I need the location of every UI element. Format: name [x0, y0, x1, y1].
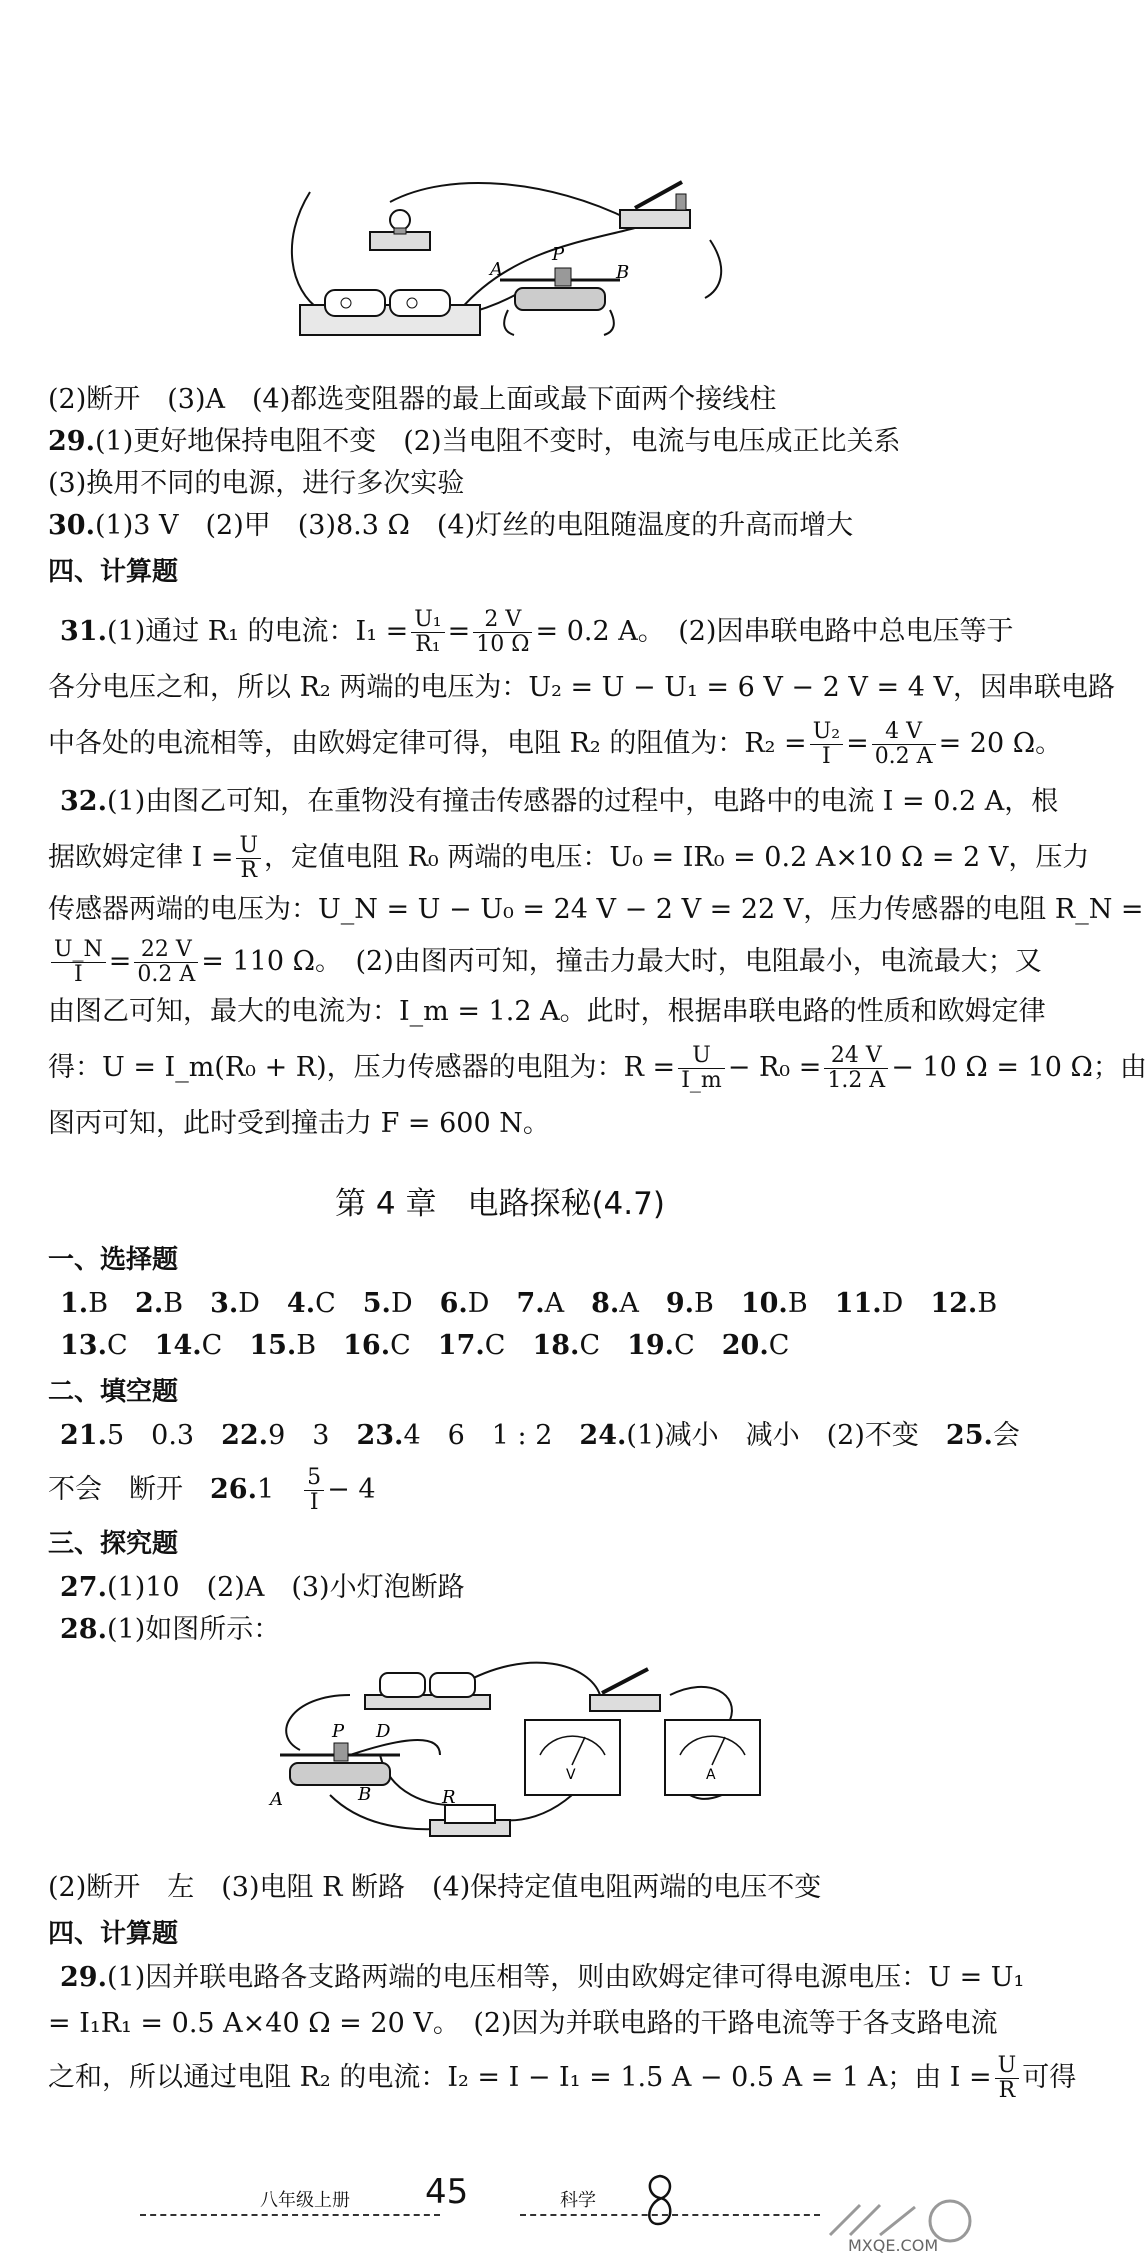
mc-answer: D	[467, 1288, 490, 1319]
rheostat-icon	[488, 244, 629, 335]
bulb-icon	[370, 210, 430, 250]
fraction: $\frac{22 V}{0.2 A}$	[134, 938, 198, 987]
resistor-icon	[430, 1787, 510, 1836]
mc-answer: C	[201, 1330, 223, 1361]
q32-line1: 32.(1)由图乙可知，在重物没有撞击传感器的过程中，电路中的电流 I = 0.2 A，根	[60, 786, 1059, 817]
q28-line1: 28.(1)如图所示：	[60, 1614, 281, 1645]
mc-number: 15.	[249, 1330, 297, 1361]
mc-number: 11.	[834, 1288, 882, 1319]
mc-number: 4.	[286, 1288, 316, 1319]
fill-line2: 不会 断开 26.1 $\frac{5}{I}$ − 4	[48, 1465, 376, 1515]
mc-number: 5.	[362, 1288, 391, 1319]
q31-line3: 中各处的电流相等，由欧姆定律可得，电阻 R₂ 的阻值为：R₂ = $\frac{\text{U₂}}{I}$ = $\frac{4 V}{0.2 A}$ = 20 Ω。	[48, 719, 1063, 769]
q29-line3: 之和，所以通过电阻 R₂ 的电流：I₂ = I − I₁ = 1.5 A − 0.5 A = 1 A；由 I = $\frac{U}{R}$ 可得	[48, 2053, 1077, 2103]
page-number: 45	[425, 2172, 469, 2212]
section-heading-choice: 一、选择题	[48, 1245, 179, 1275]
q32-line2: 据欧姆定律 I = $\frac{U}{R}$ ，定值电阻 R₀ 两端的电压：U₀ = IR₀ = 0.2 A×10 Ω = 2 V，压力	[48, 833, 1090, 883]
mc-answer: D	[238, 1288, 260, 1319]
fraction: $\frac{U}{R}$	[995, 2054, 1020, 2103]
fraction: $\frac{\text{U₁}}{\text{R₁}}$	[411, 608, 444, 657]
mc-answer: A	[544, 1288, 565, 1319]
footer-subject: 科学	[560, 2190, 596, 2211]
label-a: A	[490, 259, 503, 280]
mc-number: 18.	[532, 1330, 580, 1361]
mc-answer: D	[881, 1288, 904, 1319]
ammeter-label: A	[706, 1767, 716, 1783]
mc-number: 16.	[343, 1330, 391, 1361]
mc-number: 2.	[135, 1288, 164, 1319]
fraction: $\frac{U\_N}{I}$	[51, 938, 106, 987]
mc-answer: B	[88, 1288, 109, 1319]
chapter-title: 第 4 章 电路探秘(4.7)	[335, 1186, 665, 1222]
q30-prev: 30.(1)3 V (2)甲 (3)8.3 Ω (4)灯丝的电阻随温度的升高而增大	[48, 510, 854, 541]
mc-answer: C	[674, 1330, 695, 1361]
mc-answer: C	[484, 1330, 506, 1361]
section-heading-calc-2: 四、计算题	[48, 1919, 179, 1949]
label-p: P	[332, 1721, 345, 1742]
fill-line1: 21.5 0.3 22.9 3 23.4 6 1 : 2 24.(1)减小 减小 (2)不变 25.会	[60, 1420, 1020, 1451]
mc-number: 13.	[60, 1330, 107, 1361]
mc-answer: B	[163, 1288, 184, 1319]
mc-answer: B	[977, 1288, 998, 1319]
label-d: D	[376, 1721, 391, 1742]
mc-answer: C	[315, 1288, 336, 1319]
fraction: $\frac{5}{I}$	[304, 1466, 324, 1515]
handwritten-mark-icon	[640, 2170, 680, 2230]
footer-divider	[140, 2214, 440, 2216]
q32-line7: 图丙可知，此时受到撞击力 F = 600 N。	[48, 1108, 550, 1139]
wire	[292, 192, 320, 310]
mc-answer: B	[787, 1288, 808, 1319]
footer-grade: 八年级上册	[260, 2190, 350, 2211]
mc-number: 9.	[665, 1288, 695, 1319]
fraction: $\frac{U}{I\_m}$	[678, 1044, 725, 1093]
mc-number: 8.	[591, 1288, 620, 1319]
fraction: $\frac{2 V}{10 \Omega}$	[473, 608, 532, 657]
battery-icon	[300, 290, 480, 335]
q29-prev-line1: 29.(1)更好地保持电阻不变 (2)当电阻不变时，电流与电压成正比关系	[48, 426, 901, 457]
mc-number: 12.	[930, 1288, 978, 1319]
q29-line2: = I₁R₁ = 0.5 A×40 Ω = 20 V。 (2)因为并联电路的干路电流等于各支路电流	[48, 2008, 998, 2039]
q32-line5: 由图乙可知，最大的电流为：I_m = 1.2 A。此时，根据串联电路的性质和欧姆定律	[48, 996, 1046, 1027]
q32-line4: $\frac{U\_N}{I}$ = $\frac{22 V}{0.2 A}$ = 110 Ω。 (2)由图丙可知，撞击力最大时，电阻最小，电流最大；又	[48, 938, 958, 987]
q31-line2: 各分电压之和，所以 R₂ 两端的电压为：U₂ = U − U₁ = 6 V − 2 V = 4 V，因串联电路	[48, 672, 1115, 703]
mc-number: 3.	[210, 1288, 239, 1319]
fraction: $\frac{24 V}{1.2 A}$	[824, 1044, 888, 1093]
ammeter-icon	[665, 1720, 760, 1795]
watermark-text: MXQE.COM	[848, 2236, 939, 2255]
q32-line3: 传感器两端的电压为：U_N = U − U₀ = 24 V − 2 V = 22 V，压力传感器的电阻 R_N =	[48, 894, 1144, 925]
mc-number: 19.	[627, 1330, 675, 1361]
mc-number: 1.	[60, 1288, 89, 1319]
voltmeter-icon	[525, 1720, 620, 1795]
label-r: R	[442, 1787, 456, 1808]
label-a: A	[270, 1789, 283, 1810]
q32-line6: 得：U = I_m(R₀ + R)，压力传感器的电阻为：R = $\frac{U}{I\_m}$ − R₀ = $\frac{24 V}{1.2 A}$ − 10 Ω = 10 Ω；由	[48, 1043, 1147, 1093]
mc-number: 14.	[154, 1330, 202, 1361]
q31-line1: 31.(1)通过 R₁ 的电流：I₁ = $\frac{\text{U₁}}{\text{R₁}}$ = $\frac{2 V}{10 \Omega}$ = 0.2 A。 (2)因串联电路中总电压等于	[60, 607, 1014, 657]
rheostat-icon	[268, 1721, 400, 1810]
section-heading-explore: 三、探究题	[48, 1529, 179, 1559]
mc-answer: D	[390, 1288, 413, 1319]
mc-number: 7.	[516, 1288, 545, 1319]
circuit-figure-2	[270, 1655, 780, 1855]
label-p: P	[552, 244, 565, 265]
mc-row-1	[60, 1284, 998, 1324]
mc-number: 6.	[439, 1288, 468, 1319]
mc-answer: B	[694, 1288, 714, 1319]
switch-icon	[620, 182, 690, 228]
q28-prev-part2: (2)断开 (3)A (4)都选变阻器的最上面或最下面两个接线柱	[48, 384, 777, 415]
q27: 27.(1)10 (2)A (3)小灯泡断路	[60, 1572, 465, 1603]
mc-answer: C	[390, 1330, 411, 1361]
battery-icon	[365, 1673, 490, 1709]
mc-number: 17.	[437, 1330, 485, 1361]
mc-row-2	[60, 1326, 970, 1366]
section-heading-fill: 二、填空题	[48, 1377, 179, 1407]
mc-number: 20.	[721, 1330, 769, 1361]
circuit-figure-1	[290, 180, 750, 345]
mc-answer: B	[296, 1330, 317, 1361]
mc-answer: A	[619, 1288, 639, 1319]
label-b: B	[358, 1784, 372, 1805]
fraction: $\frac{4 V}{0.2 A}$	[872, 720, 936, 769]
q29-prev-line2: (3)换用不同的电源，进行多次实验	[48, 468, 465, 499]
mc-answer: C	[106, 1330, 128, 1361]
fraction: $\frac{\text{U₂}}{I}$	[810, 720, 843, 769]
fraction: $\frac{U}{R}$	[236, 834, 261, 883]
label-b: B	[616, 262, 630, 283]
q29-line1: 29.(1)因并联电路各支路两端的电压相等，则由欧姆定律可得电源电压：U = U₁	[60, 1962, 1025, 1993]
q28-line2: (2)断开 左 (3)电阻 R 断路 (4)保持定值电阻两端的电压不变	[48, 1872, 822, 1903]
mc-number: 10.	[740, 1288, 788, 1319]
mc-answer: C	[768, 1330, 790, 1361]
voltmeter-label: V	[566, 1767, 576, 1783]
section-heading-calc-1: 四、计算题	[48, 557, 179, 587]
mc-answer: C	[579, 1330, 601, 1361]
switch-icon	[590, 1669, 660, 1711]
